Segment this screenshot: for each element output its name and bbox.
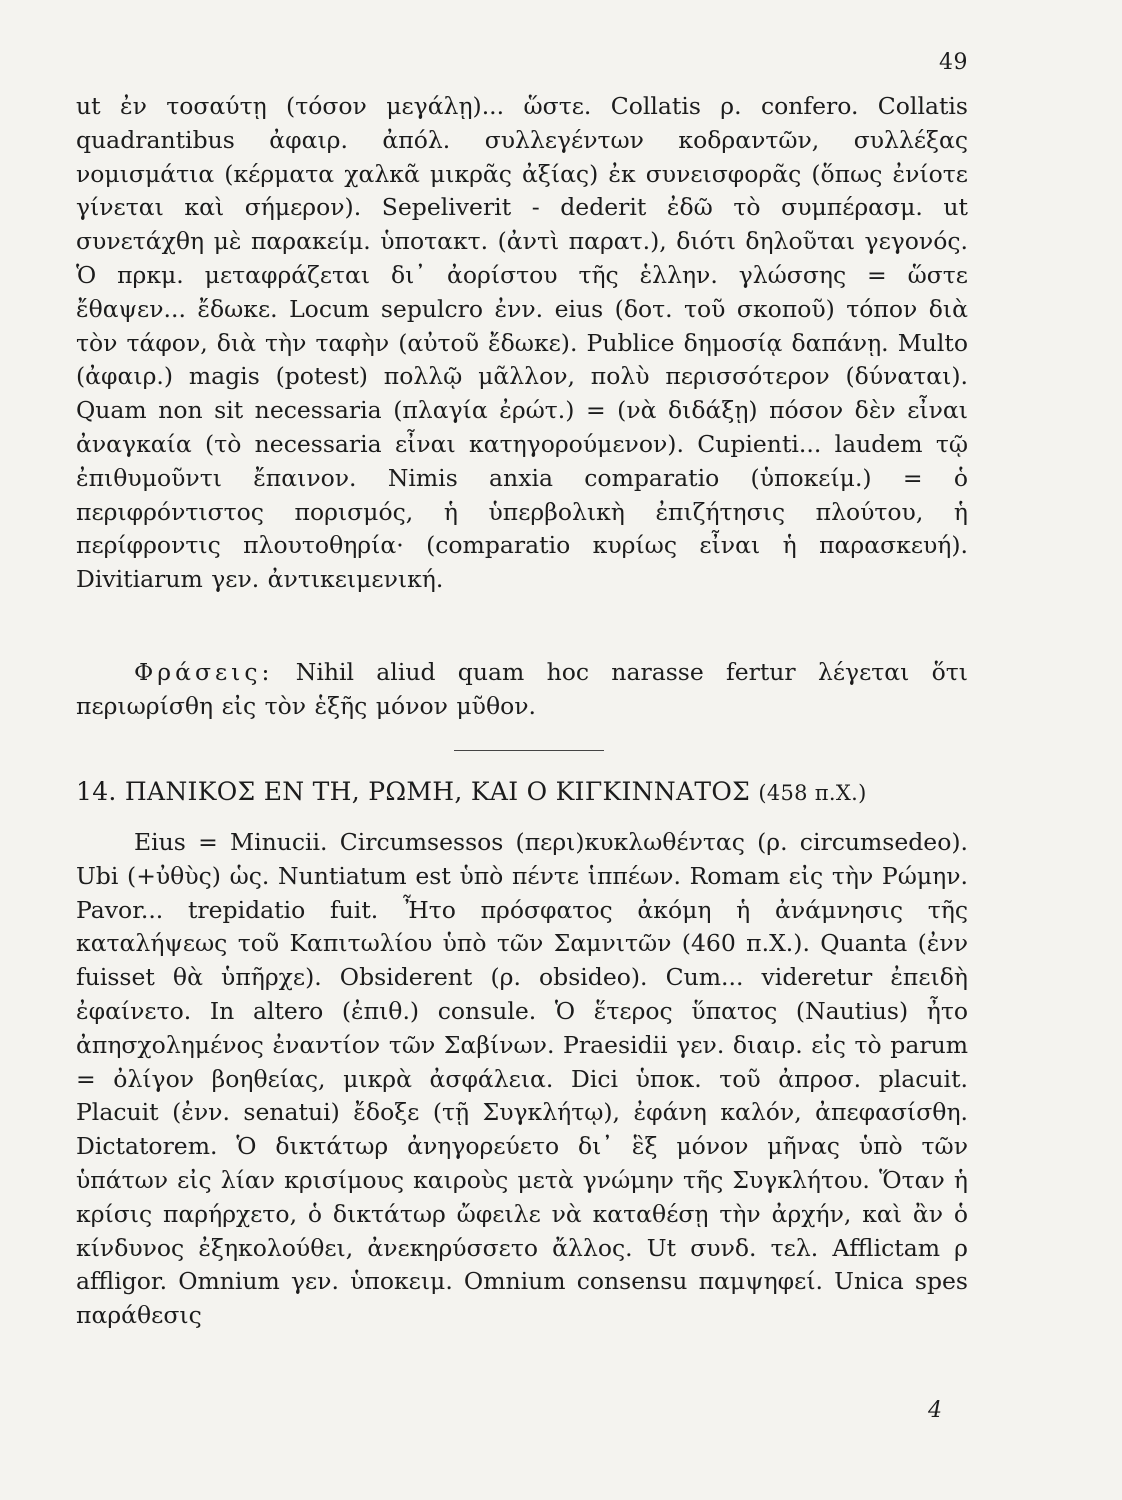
signature-mark: 4 <box>928 1398 942 1423</box>
phrases-paragraph <box>76 656 968 724</box>
top-commentary <box>76 90 968 597</box>
top-commentary-paragraph: ut ἐν τοσαύτῃ (τόσον μεγάλῃ)... ὥστε. Collatis ρ. confero. Collatis quadrantibus ἀφαιρ. ἀπόλ. συλλεγέντων κοδραντῶν, συλλέξας νομισμάτια (κέρματα χαλκᾶ μικρᾶς ἀξίας) ἐκ συνεισφορᾶς (ὅπως ἐνίοτε γίνεται καὶ σήμερον). Sepeliverit - dederit ἐδῶ τὸ συμπέρασμ. ut συνετάχθη μὲ παρακείμ. ὑποτακτ. (ἀντὶ παρατ.), διότι δηλοῦται γεγονός. Ὁ πρκμ. μεταφράζεται δι᾿ ἀορίστου τῆς ἑλλην. γλώσσης = ὥστε ἔθαψεν... ἔδωκε. Locum sepulcro ἐνν. eius (δοτ. τοῦ σκοποῦ) τόπον διὰ τὸν τάφον, διὰ τὴν ταφὴν (αὐτοῦ ἔδωκε). Publice δημοσίᾳ δαπάνῃ. Multo (ἀφαιρ.) magis (potest) πολλῷ μᾶλλον, πολὺ περισσότερον (δύναται). Quam non sit necessaria (πλαγία ἐρώτ.) = (νὰ διδάξῃ) πόσον δὲν εἶναι ἀναγκαία (τὸ necessaria εἶναι κατηγορούμενον). Cupienti... laudem τῷ ἐπιθυμοῦντι ἔπαινον. Nimis anxia comparatio (ὑποκείμ.) = ὁ περιφρόντιστος πορισμός, ἡ ὑπερβολικὴ ἐπιζήτησις πλούτου, ἡ περίφροντις πλουτοθηρία· (comparatio κυρίως εἶναι ἡ παρασκευή). Divitiarum γεν. ἀντικειμενική. <box>76 92 968 594</box>
phrases-label: Φράσεις: <box>134 658 274 686</box>
chapter-date: (458 π.Χ.) <box>758 781 867 805</box>
chapter-heading <box>76 775 976 810</box>
phrases-section <box>76 656 968 724</box>
bottom-commentary-paragraph: Eius = Minucii. Circumsessos (περι)κυκλωθέντας (ρ. circumsedeo). Ubi (+ὐθὺς) ὡς. Nuntiatum est ὑπὸ πέντε ἱππέων. Romam εἰς τὴν Ρώμην. Pavor... trepidatio fuit. Ἦτο πρόσφατος ἀκόμη ἡ ἀνάμνησις τῆς καταλήψεως τοῦ Καπιτωλίου ὑπὸ τῶν Σαμνιτῶν (460 π.Χ.). Quanta (ἐνν fuisset θὰ ὑπῆρχε). Obsiderent (ρ. obsideo). Cum... videretur ἐπειδὴ ἐφαίνετο. In altero (ἐπιθ.) consule. Ὁ ἕτερος ὕπατος (Nautius) ἦτο ἀπησχολημένος ἐναντίον τῶν Σαβίνων. Praesidii γεν. διαιρ. εἰς τὸ parum = ὀλίγον βοηθείας, μικρὰ ἀσφάλεια. Dici ὑποκ. τοῦ ἀπροσ. placuit. Placuit (ἐνν. senatui) ἔδοξε (τῇ Συγκλήτῳ), ἐφάνη καλόν, ἀπεφασίσθη. Dictatorem. Ὁ δικτάτωρ ἀνηγορεύετο δι᾿ ἓξ μόνον μῆνας ὑπὸ τῶν ὑπάτων εἰς λίαν κρισίμους καιροὺς μετὰ γνώμην τῆς Συγκλήτου. Ὅταν ἡ κρίσις παρήρχετο, ὁ δικτάτωρ ὤφειλε νὰ καταθέσῃ τὴν ἀρχήν, καὶ ἂν ὁ κίνδυνος ἐξηκολούθει, ἀνεκηρύσσετο ἄλλος. Ut συνδ. τελ. Afflictam ρ affligor. Omnium γεν. ὑποκειμ. Omnium consensu παμψηφεί. Unica spes παράθεσις <box>76 828 968 1330</box>
page-number: 49 <box>939 50 968 75</box>
section-divider <box>454 750 604 751</box>
chapter-title: 14. ΠΑΝΙΚΟΣ ΕΝ ΤΗ, ΡΩΜΗ, ΚΑΙ Ο ΚΙΓΚΙΝΝΑΤΟΣ <box>76 777 751 806</box>
phrases-text: Nihil aliud quam hoc narasse fertur λέγεται ὅτι περιωρίσθη εἰς τὸν ἑξῆς μόνον μῦθον. <box>76 658 968 720</box>
bottom-commentary <box>76 826 968 1333</box>
